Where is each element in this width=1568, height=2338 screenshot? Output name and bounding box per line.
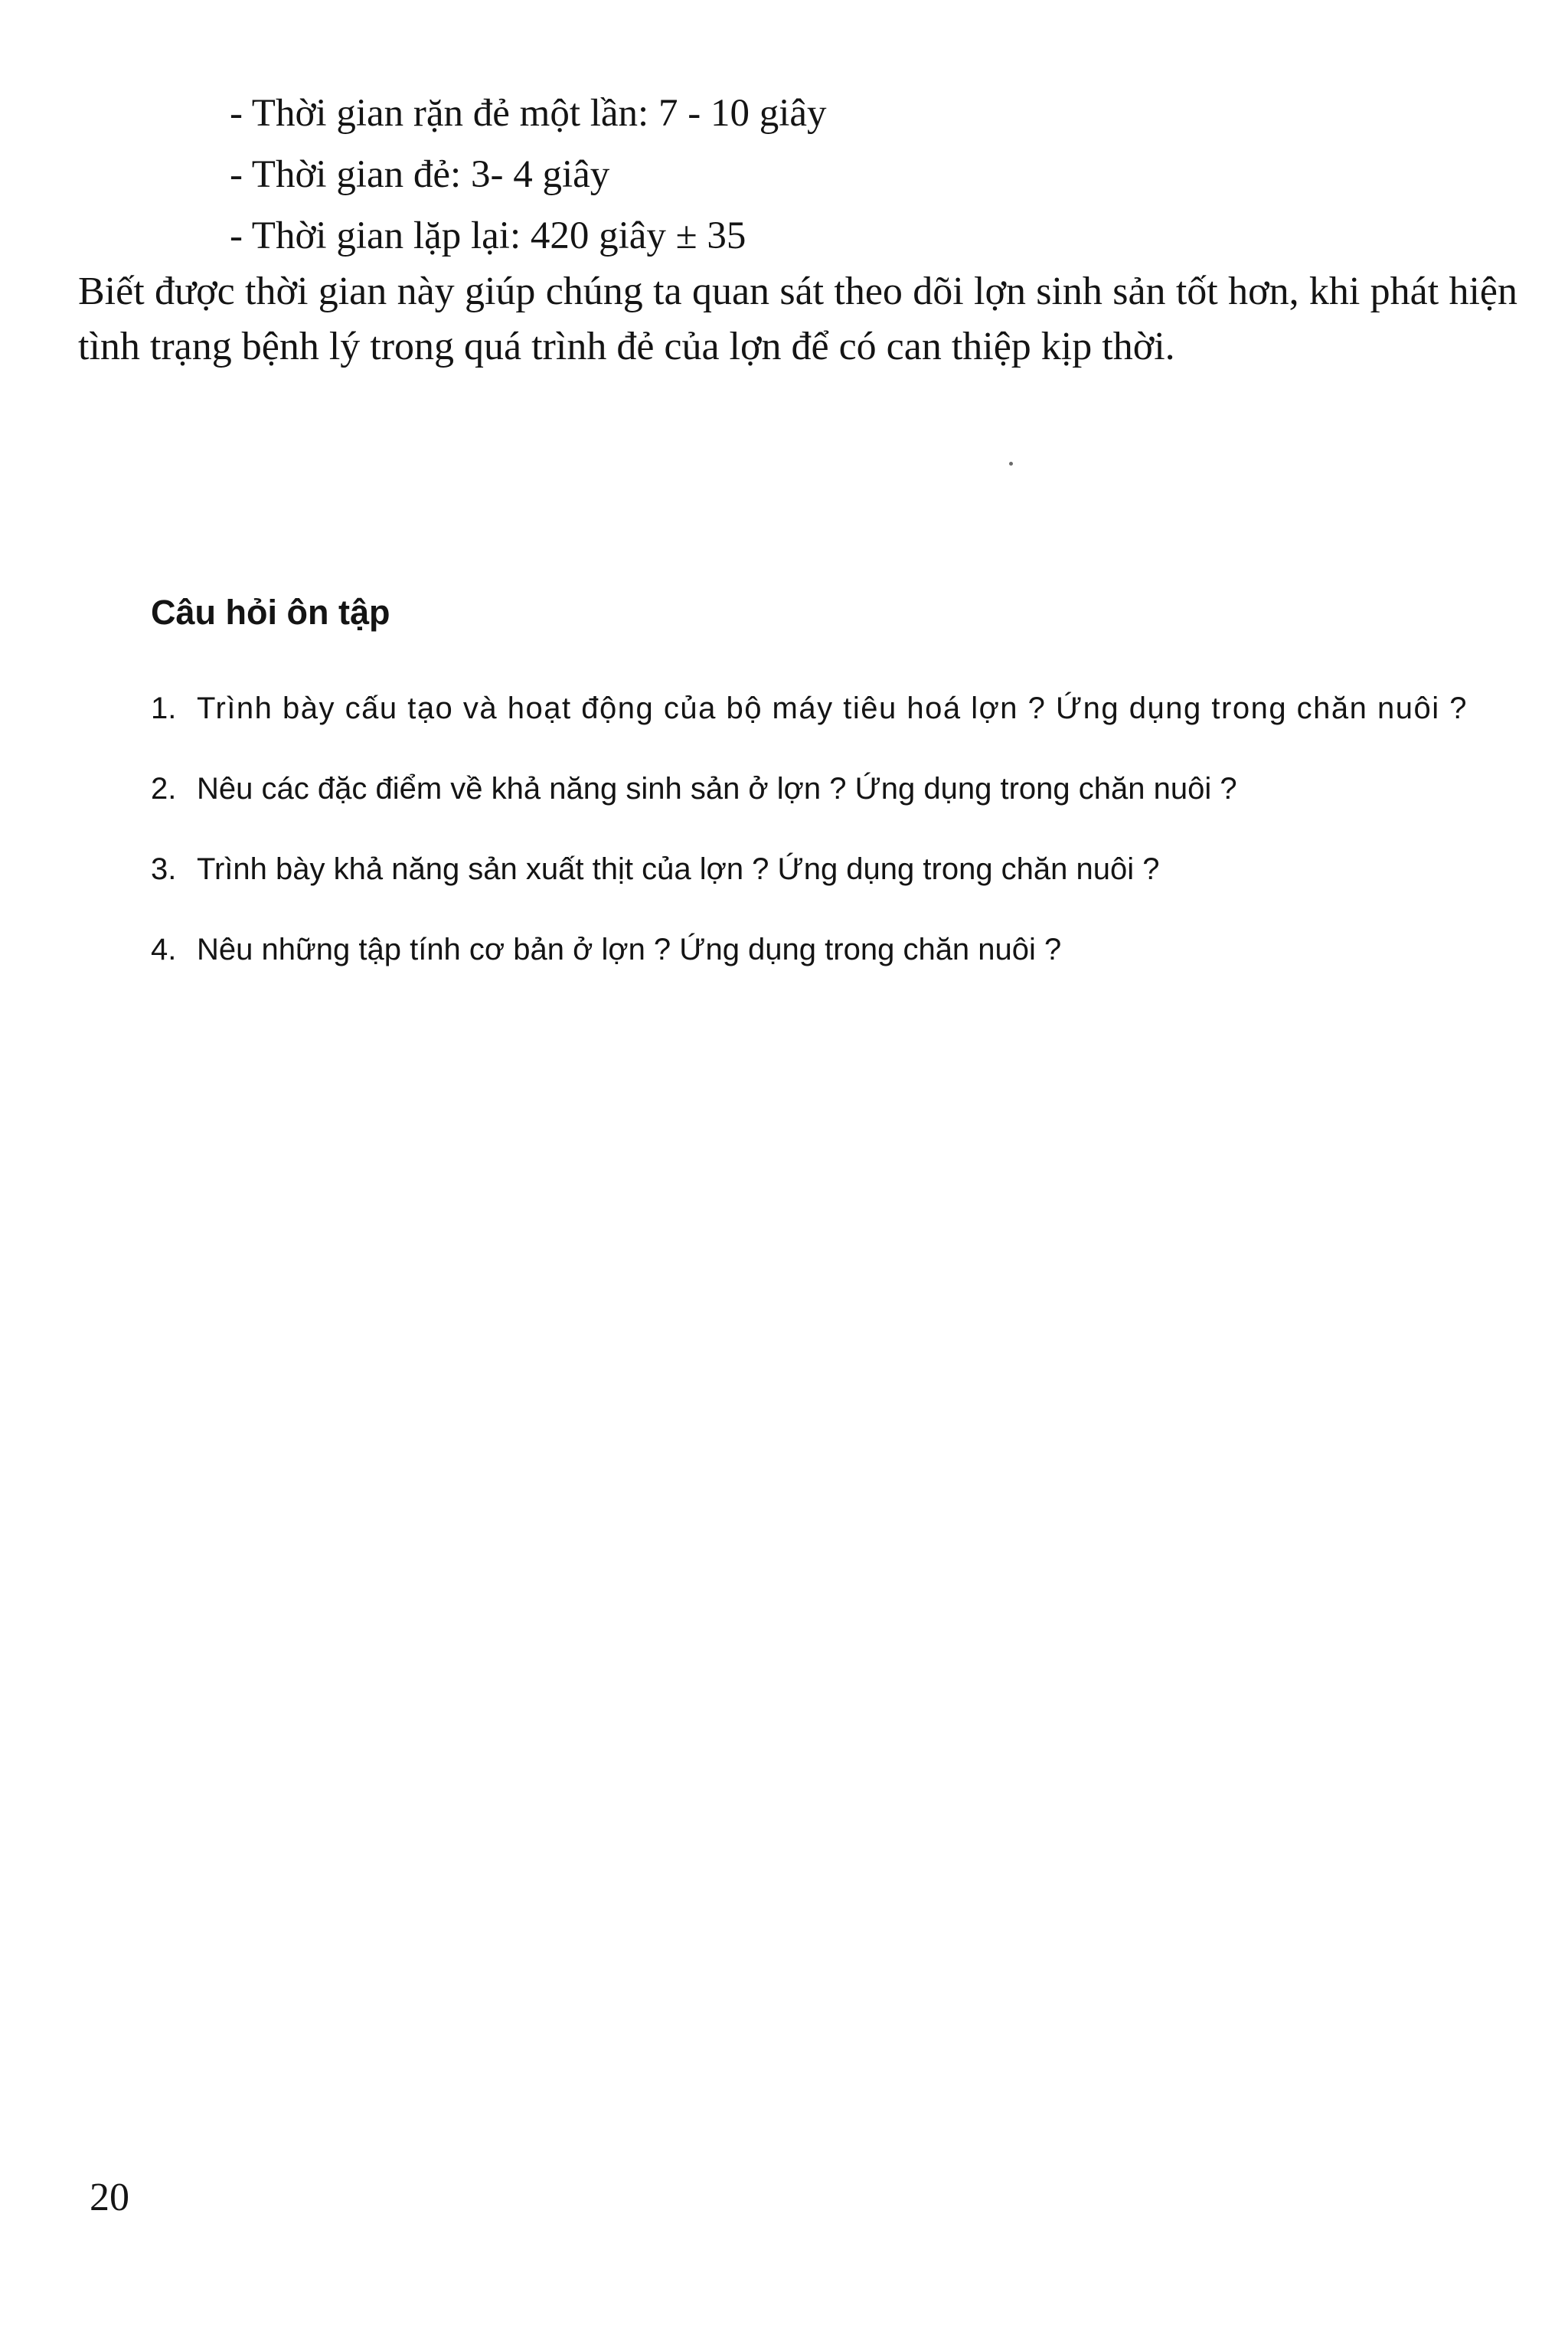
question-item	[151, 839, 1517, 899]
question-number: 1.	[151, 692, 177, 725]
question-number: 2.	[151, 772, 177, 806]
timing-line-push-duration: - Thời gian rặn đẻ một lần: 7 - 10 giây	[230, 92, 827, 135]
question-number: 3.	[151, 852, 177, 886]
timing-line-repeat-interval: - Thời gian lặp lại: 420 giây ± 35	[230, 214, 746, 257]
question-text: Nêu những tập tính cơ bản ở lợn ? Ứng dụng trong chăn nuôi ?	[197, 933, 1062, 966]
question-item	[151, 679, 1517, 738]
question-item	[151, 920, 1517, 979]
timing-line-birth-duration: - Thời gian đẻ: 3- 4 giây	[230, 153, 610, 196]
section-title: Câu hỏi ôn tập	[151, 593, 390, 632]
review-questions-list	[151, 679, 1517, 1000]
question-text: Trình bày cấu tạo và hoạt động của bộ máy tiêu hoá lợn ? Ứng dụng trong chăn nuôi ?	[197, 692, 1468, 725]
question-number: 4.	[151, 933, 177, 966]
page-number: 20	[90, 2176, 129, 2219]
scan-speck	[1009, 462, 1013, 466]
question-text: Trình bày khả năng sản xuất thịt của lợn ? Ứng dụng trong chăn nuôi ?	[197, 852, 1160, 886]
question-text: Nêu các đặc điểm về khả năng sinh sản ở lợn ? Ứng dụng trong chăn nuôi ?	[197, 772, 1237, 806]
question-item	[151, 759, 1517, 819]
body-paragraph: Biết được thời gian này giúp chúng ta quan sát theo dõi lợn sinh sản tốt hơn, khi phát hiện tình trạng bệnh lý trong quá trình đẻ của lợn để có can thiệp kịp thời.	[78, 270, 1517, 368]
